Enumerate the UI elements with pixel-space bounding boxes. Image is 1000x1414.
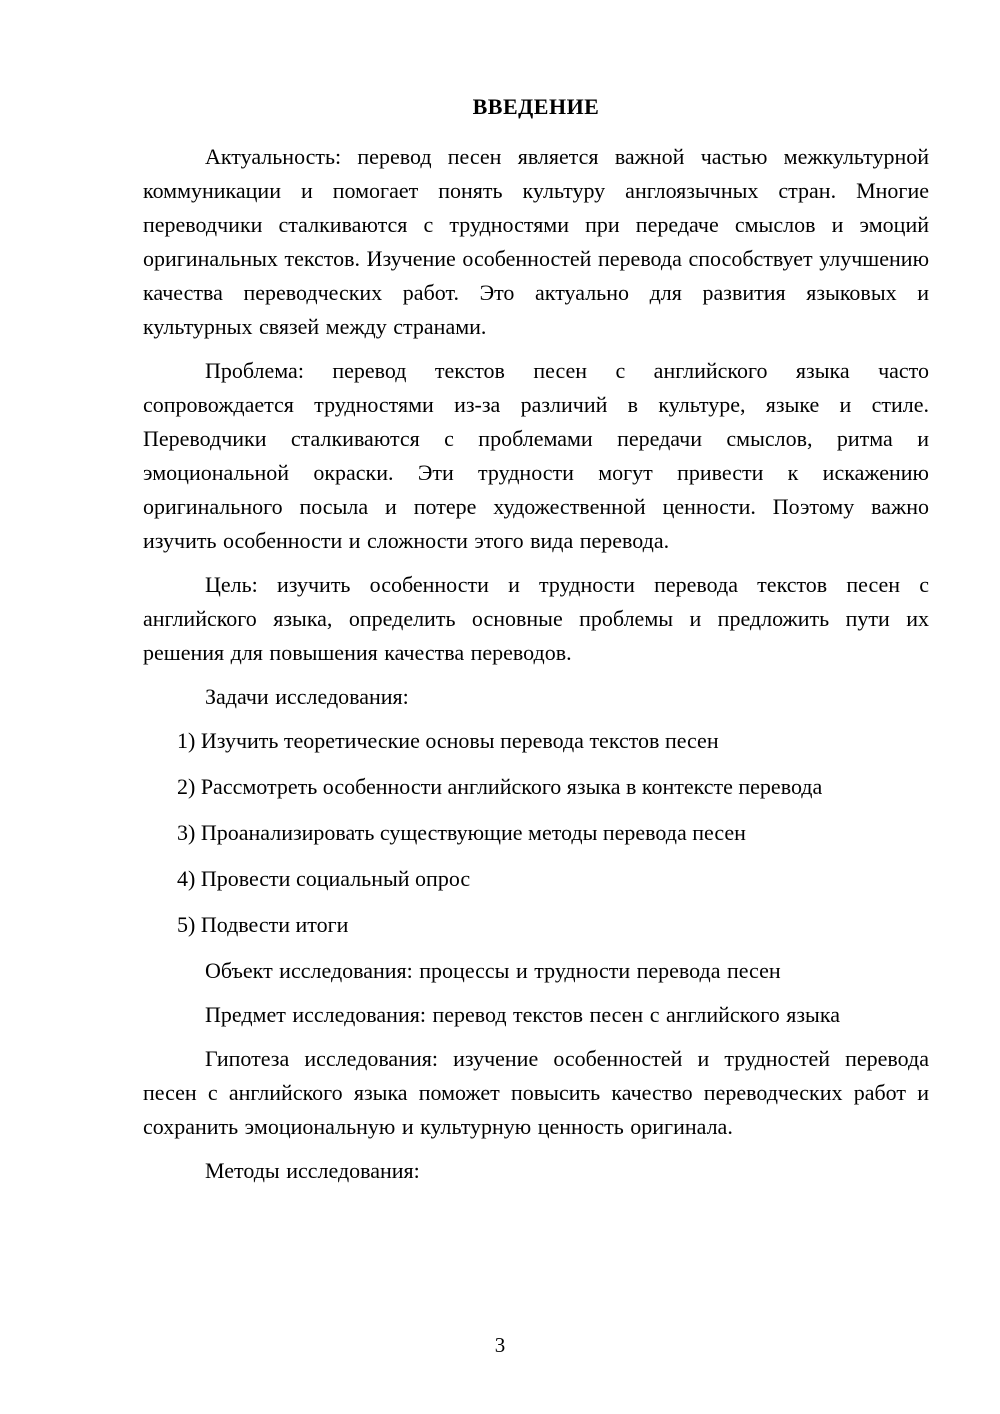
task-item-4: 4) Провести социальный опрос bbox=[177, 866, 471, 891]
paragraph-goal: Цель: изучить особенности и трудности перевода текстов песен с английского языка, определить основные проблемы и предложить пути их решения для повышения качества переводов. bbox=[143, 572, 929, 665]
page-title: ВВЕДЕНИЕ bbox=[472, 94, 600, 119]
paragraph-hypothesis: Гипотеза исследования: изучение особенностей и трудностей перевода песен с английского языка поможет повысить качество переводческих работ и сохранить эмоциональную и культурную ценность оригинала. bbox=[143, 1046, 929, 1139]
paragraph-object: Объект исследования: процессы и трудности перевода песен bbox=[205, 958, 781, 983]
paragraph-relevance: Актуальность: перевод песен является важной частью межкультурной коммуникации и помогает понять культуру англоязычных стран. Многие переводчики сталкиваются с трудностями при передаче смыслов и эмоций оригинальных текстов. Изучение особенностей перевода способствует улучшению качества переводческих работ. Это актуально для развития языковых и культурных связей между странами. bbox=[143, 144, 929, 339]
methods-heading: Методы исследования: bbox=[205, 1158, 420, 1183]
paragraph-problem: Проблема: перевод текстов песен с английского языка часто сопровождается трудностями из-за различий в культуре, языке и стиле. Переводчики сталкиваются с проблемами передачи смыслов, ритма и эмоциональной окраски. Эти трудности могут привести к искажению оригинального посыла и потере художественной ценности. Поэтому важно изучить особенности и сложности этого вида перевода. bbox=[143, 358, 929, 553]
task-item-5: 5) Подвести итоги bbox=[177, 912, 349, 937]
paragraph-subject: Предмет исследования: перевод текстов песен с английского языка bbox=[205, 1002, 840, 1027]
task-item-1: 1) Изучить теоретические основы перевода текстов песен bbox=[177, 728, 719, 753]
task-item-3: 3) Проанализировать существующие методы перевода песен bbox=[177, 820, 746, 845]
task-item-2: 2) Рассмотреть особенности английского языка в контексте перевода bbox=[177, 774, 823, 799]
page-number: 3 bbox=[494, 1333, 506, 1357]
tasks-heading: Задачи исследования: bbox=[205, 684, 409, 709]
